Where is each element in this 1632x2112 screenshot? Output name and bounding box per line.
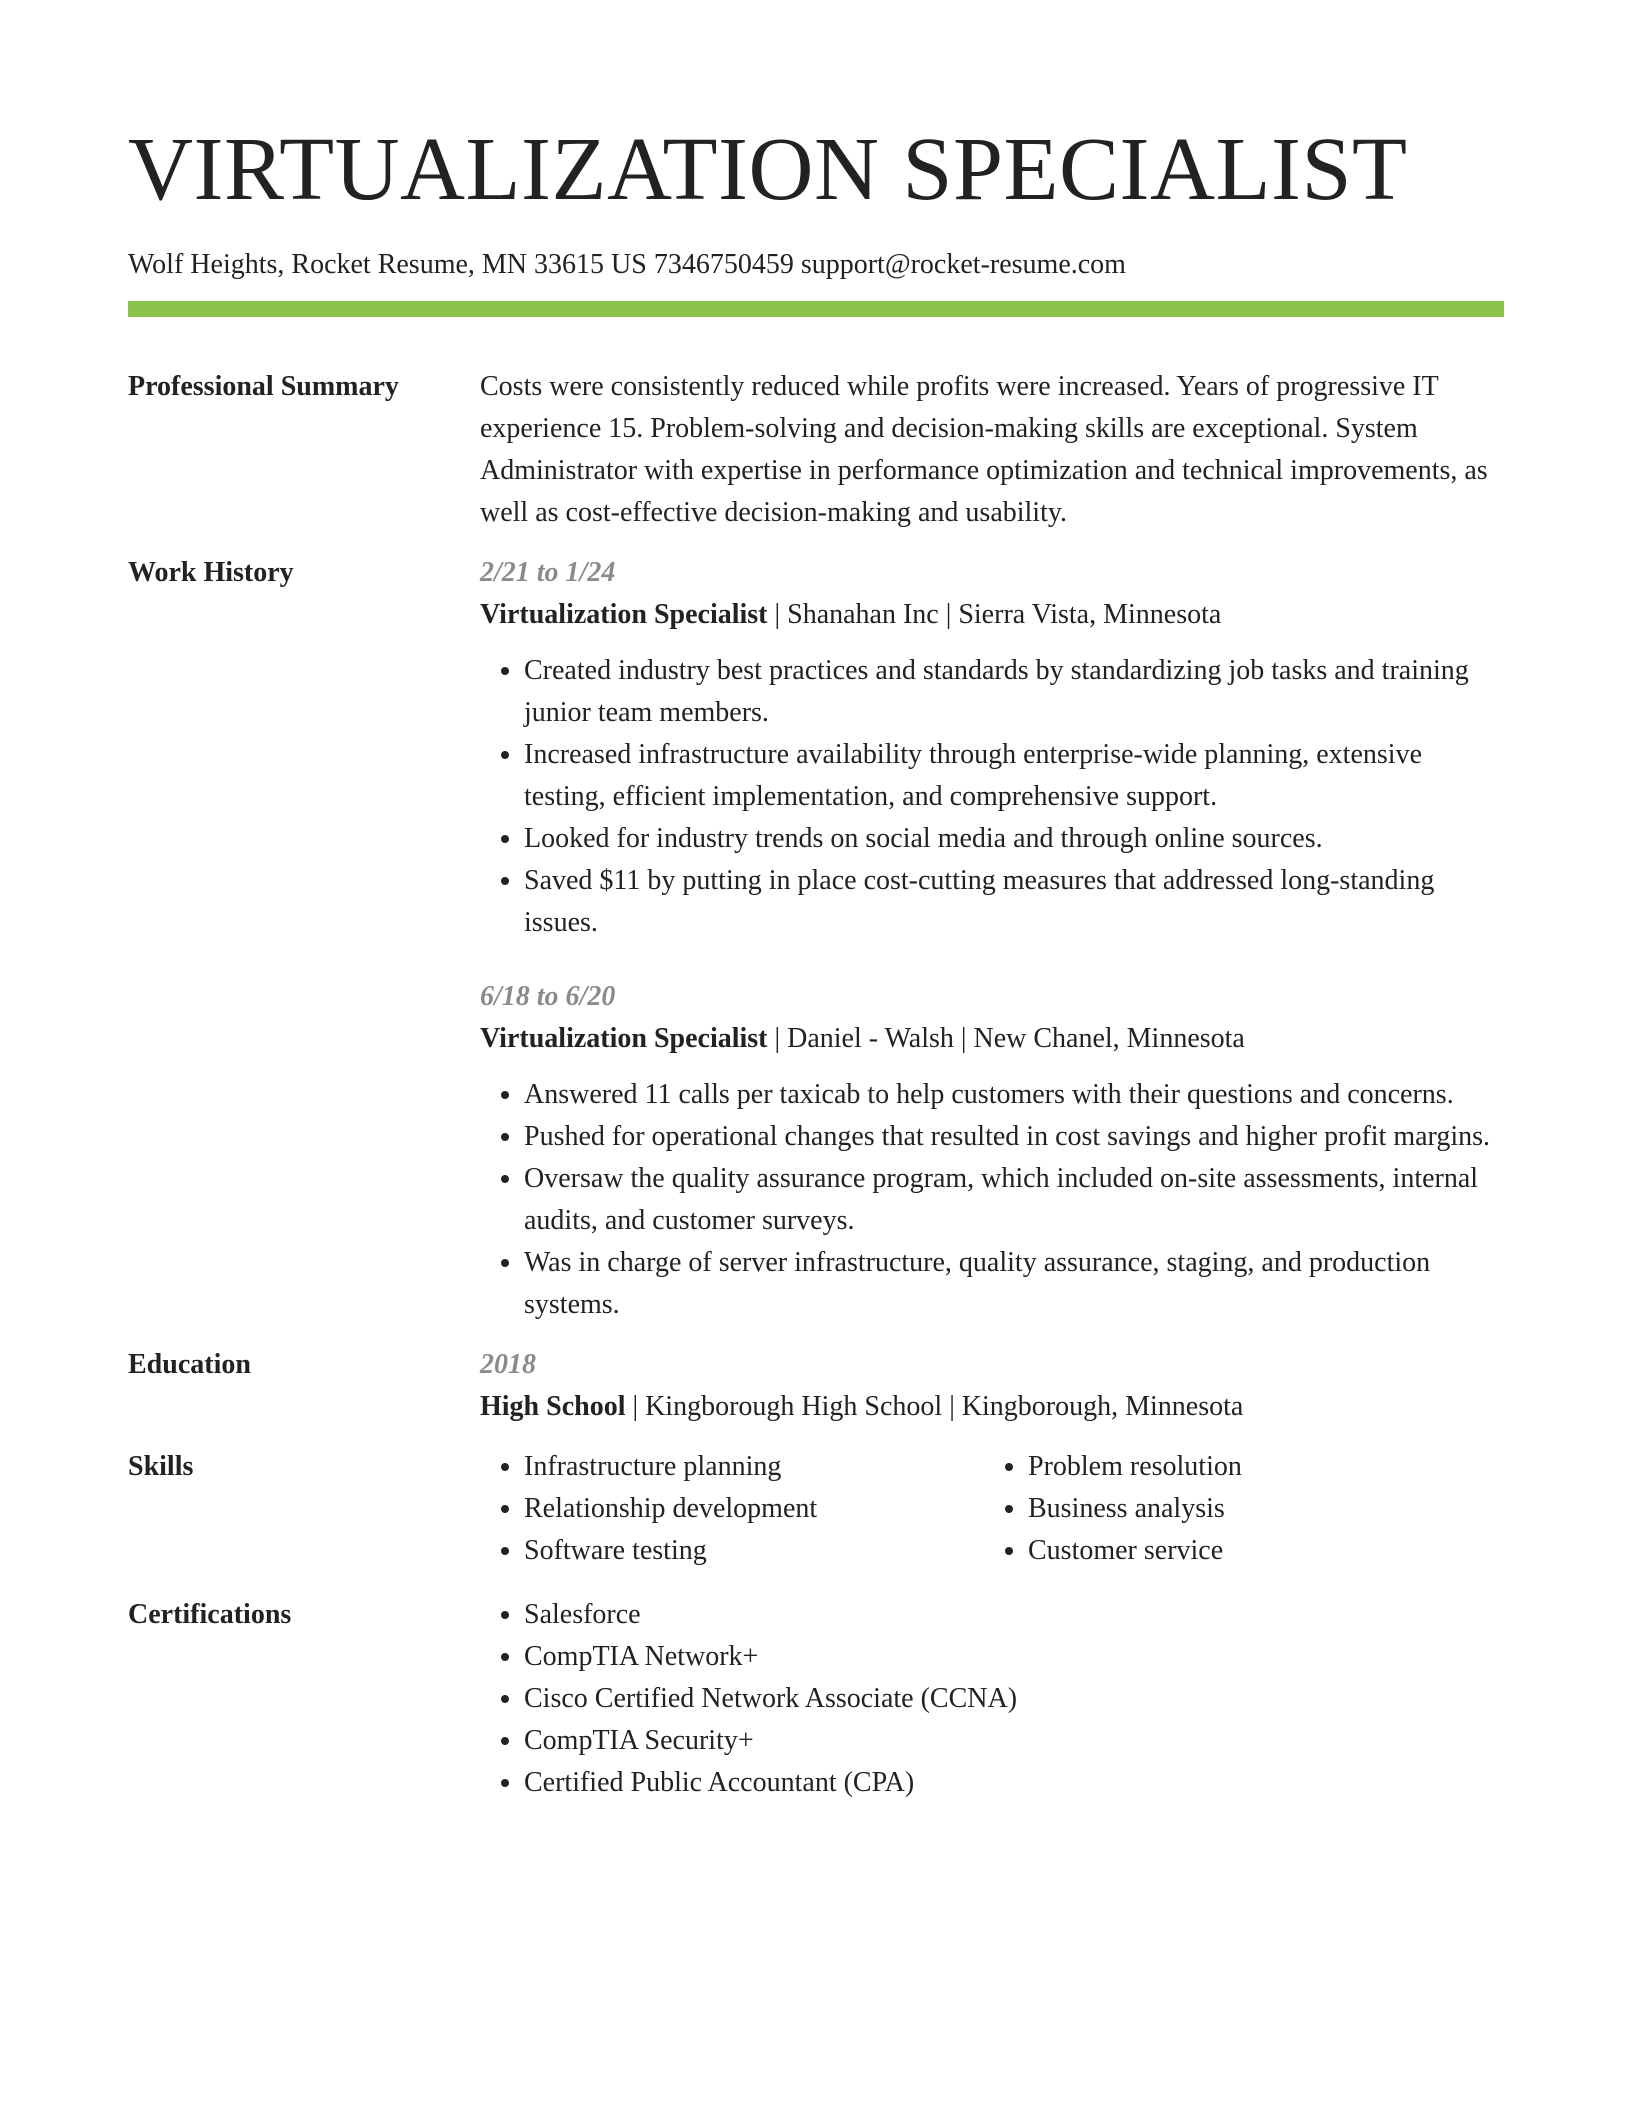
job-dates: 2/21 to 1/24	[480, 557, 616, 588]
accent-divider	[128, 301, 1504, 317]
skill-item: • Software testing	[524, 1530, 984, 1572]
job-heading	[480, 1018, 1504, 1060]
education-details: | Kingborough High School | Kingborough, Minnesota	[625, 1391, 1244, 1422]
job-bullet: • Pushed for operational changes that resulted in cost savings and higher profit margins.	[524, 1116, 1504, 1158]
job-bullet: • Was in charge of server infrastructure, quality assurance, staging, and production systems.	[524, 1242, 1504, 1326]
skill-item: • Customer service	[1028, 1530, 1488, 1572]
skills-column-left	[480, 1446, 984, 1572]
certifications-list	[480, 1594, 1504, 1804]
job-details: | Shanahan Inc | Sierra Vista, Minnesota	[767, 599, 1222, 630]
job-dates: 6/18 to 6/20	[480, 981, 616, 1012]
skill-item: • Relationship development	[524, 1488, 984, 1530]
resume-title: VIRTUALIZATION SPECIALIST	[128, 120, 1408, 219]
section-skills	[128, 1446, 1504, 1572]
section-education	[128, 1344, 1504, 1428]
education-heading	[480, 1386, 1504, 1428]
job-title: Virtualization Specialist	[480, 1023, 768, 1054]
job-bullet: • Answered 11 calls per taxicab to help customers with their questions and concerns.	[524, 1074, 1504, 1116]
certification-item: • Certified Public Accountant (CPA)	[524, 1762, 1504, 1804]
section-label-summary: Professional Summary	[128, 371, 399, 402]
job-bullet: • Increased infrastructure availability through enterprise-wide planning, extensive testing, efficient implementation, and comprehensive support.	[524, 734, 1504, 818]
job-bullet: • Looked for industry trends on social media and through online sources.	[524, 818, 1504, 860]
certification-item: • CompTIA Security+	[524, 1720, 1504, 1762]
job-entry	[480, 552, 1504, 944]
job-bullet: • Created industry best practices and standards by standardizing job tasks and training junior team members.	[524, 650, 1504, 734]
education-degree: High School	[480, 1391, 626, 1422]
job-bullet: • Oversaw the quality assurance program, which included on-site assessments, internal audits, and customer surveys.	[524, 1158, 1504, 1242]
skills-column-right	[984, 1446, 1488, 1572]
section-label-skills: Skills	[128, 1451, 194, 1482]
certifications-bullets	[480, 1594, 1504, 1804]
job-details: | Daniel - Walsh | New Chanel, Minnesota	[767, 1023, 1245, 1054]
section-label-education: Education	[128, 1349, 251, 1380]
section-certifications	[128, 1594, 1504, 1804]
job-bullets	[480, 1074, 1504, 1326]
skills-grid	[480, 1446, 1504, 1572]
summary-text: Costs were consistently reduced while profits were increased. Years of progressive IT experience 15. Problem-solving and decision-making skills are exceptional. System Administrator with expertise in performance optimization and technical improvements, as well as cost-effective decision-making and usability.	[480, 371, 1488, 528]
section-work-history	[128, 552, 1504, 1326]
job-title: Virtualization Specialist	[480, 599, 768, 630]
skill-item: • Infrastructure planning	[524, 1446, 984, 1488]
section-professional-summary	[128, 366, 1504, 534]
section-label-certifications: Certifications	[128, 1599, 292, 1630]
job-bullets	[480, 650, 1504, 944]
contact-info: Wolf Heights, Rocket Resume, MN 33615 US 7346750459 support@rocket-resume.com	[128, 249, 1126, 280]
work-list	[480, 552, 1504, 1326]
education-date: 2018	[480, 1349, 536, 1380]
section-label-work: Work History	[128, 557, 294, 588]
education-entry	[480, 1344, 1504, 1428]
skill-item: • Business analysis	[1028, 1488, 1488, 1530]
job-bullet: • Saved $11 by putting in place cost-cutting measures that addressed long-standing issues.	[524, 860, 1504, 944]
job-heading	[480, 594, 1504, 636]
skill-item: • Problem resolution	[1028, 1446, 1488, 1488]
job-entry	[480, 976, 1504, 1326]
certification-item: • Cisco Certified Network Associate (CCNA)	[524, 1678, 1504, 1720]
resume-page	[128, 120, 1504, 1804]
certification-item: • CompTIA Network+	[524, 1636, 1504, 1678]
certification-item: • Salesforce	[524, 1594, 1504, 1636]
